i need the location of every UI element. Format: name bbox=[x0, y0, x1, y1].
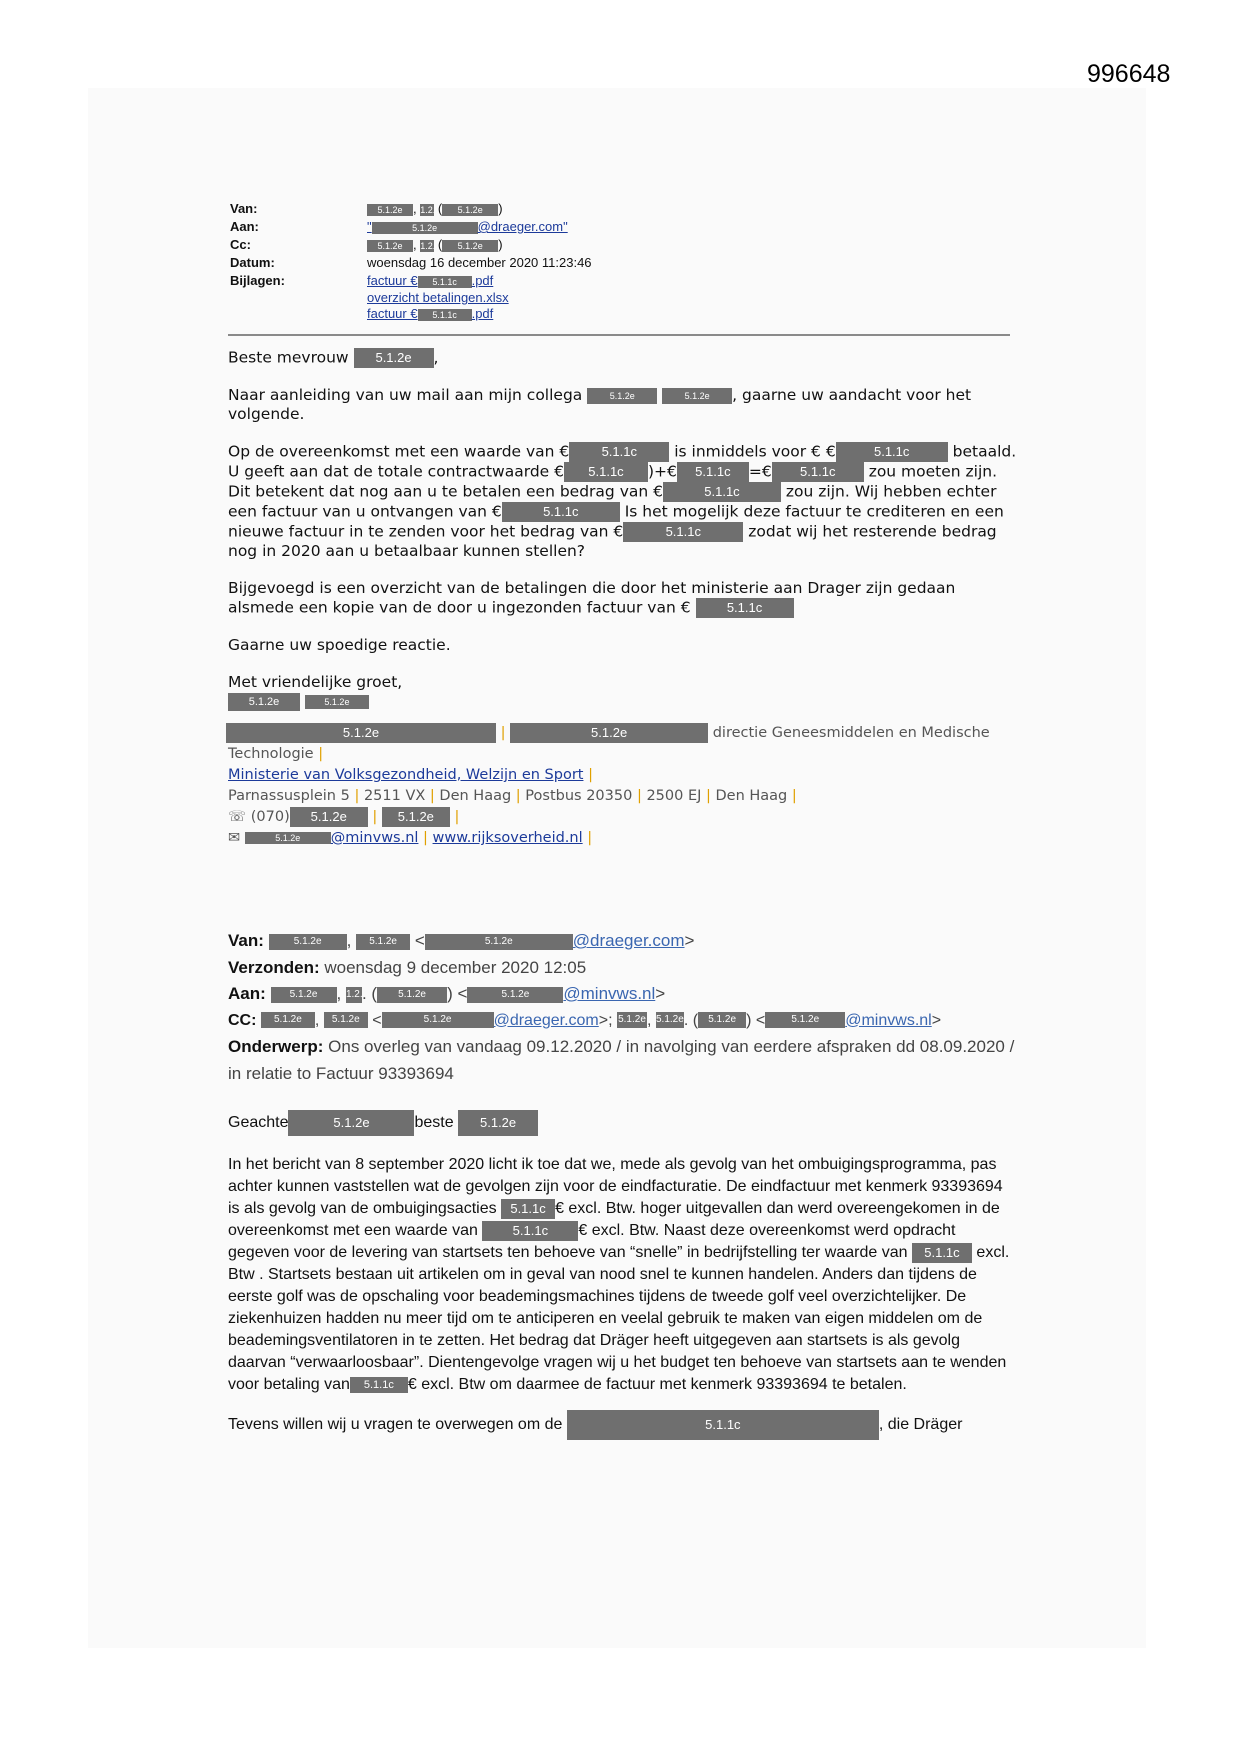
redaction: 5.1.2e bbox=[372, 222, 478, 234]
from-email-link[interactable]: @draeger.com bbox=[572, 931, 685, 950]
redaction: 5.1.2e bbox=[382, 807, 450, 827]
redaction: 5.1.2e bbox=[367, 204, 413, 216]
email-link[interactable]: 5.1.2e @minvws.nl bbox=[245, 830, 419, 846]
redaction: 5.1.2e bbox=[467, 987, 563, 1003]
redaction: 5.1.1c bbox=[350, 1377, 408, 1393]
redaction: 5.1.2e bbox=[382, 1012, 494, 1028]
attachments-label: Bijlagen: bbox=[230, 273, 285, 288]
redaction: 5.1.1c bbox=[502, 502, 620, 522]
paragraph: Bijgevoegd is een overzicht van de betalingen die door het ministerie aan Drager zijn gedaan alsmede een kopie van de door u ingezonden factuur van € 5.1.1c bbox=[228, 579, 956, 617]
redaction: 5.1.2e bbox=[288, 1110, 414, 1136]
redaction: 5.1.1c bbox=[696, 598, 794, 618]
header-divider bbox=[228, 334, 1010, 336]
quoted-greeting: Geachte 5.1.2e beste 5.1.2e bbox=[228, 1110, 1018, 1136]
redaction: 5.1.2e bbox=[425, 934, 573, 950]
from-label: Van: bbox=[230, 201, 258, 216]
redaction: 5.1.1c bbox=[418, 309, 472, 321]
signature-dept-line: 5.1.2e | 5.1.2e directie Geneesmiddelen en Medische Technologie | bbox=[228, 725, 990, 762]
redaction: 5.1.1c bbox=[677, 462, 749, 482]
cc-value: 5.1.2e , 1.2. ( 5.1.2e ) bbox=[367, 236, 503, 254]
redaction: 5.1.2e bbox=[656, 1012, 684, 1028]
redaction: 5.1.1c bbox=[772, 462, 864, 482]
redaction: 5.1.2e bbox=[245, 832, 331, 844]
redaction: 1.2. bbox=[420, 204, 436, 215]
redaction: 5.1.2e bbox=[305, 695, 369, 709]
quoted-email-header bbox=[228, 928, 1028, 1087]
redaction: 5.1.1c bbox=[912, 1243, 972, 1263]
redaction: 1.2. bbox=[346, 987, 362, 1003]
redaction: 5.1.2e bbox=[458, 1110, 538, 1136]
redaction: 5.1.2e bbox=[617, 1012, 647, 1028]
quoted-cc: CC: 5.1.2e , 5.1.2e < 5.1.2e @draeger.com>; 5.1.2e, 5.1.2e. ( 5.1.2e ) < 5.1.2e @minvws.nl> bbox=[228, 1011, 942, 1029]
signature-block bbox=[228, 723, 1028, 849]
paragraph: Naar aanleiding van uw mail aan mijn collega 5.1.2e 5.1.2e , gaarne uw aandacht voor het volgende. bbox=[228, 386, 972, 423]
redaction: 5.1.2e bbox=[587, 388, 657, 404]
from-value: 5.1.2e , 1.2. ( 5.1.2e ) bbox=[367, 200, 503, 218]
redaction: 5.1.2e bbox=[271, 987, 337, 1003]
redaction: 5.1.2e bbox=[269, 934, 347, 950]
signature-dept: directie Geneesmiddelen en Medische Technologie bbox=[228, 725, 990, 762]
redaction: 5.1.2e bbox=[698, 1012, 746, 1028]
redaction: 5.1.1c bbox=[623, 522, 743, 542]
document-number: 996648 bbox=[1087, 60, 1171, 88]
redaction: 5.1.1c bbox=[482, 1221, 578, 1241]
cc-email-link-2[interactable]: @minvws.nl bbox=[845, 1011, 932, 1029]
greeting: Beste mevrouw 5.1.2e , bbox=[228, 348, 439, 367]
redaction: 5.1.1c bbox=[418, 276, 472, 288]
cc-email-link-1[interactable]: @draeger.com bbox=[493, 1011, 599, 1029]
redaction: 5.1.2e bbox=[290, 807, 368, 827]
quoted-sent: Verzonden: woensdag 9 december 2020 12:05 bbox=[228, 957, 587, 977]
date-value: woensdag 16 december 2020 11:23:46 bbox=[367, 255, 592, 270]
paragraph: Tevens willen wij u vragen te overwegen om de 5.1.1c , die Dräger bbox=[228, 1410, 1018, 1440]
redaction: 5.1.2e bbox=[261, 1012, 315, 1028]
email-body-1 bbox=[228, 348, 1018, 711]
redaction: 5.1.2e bbox=[765, 1012, 845, 1028]
redaction: 5.1.1c bbox=[567, 1410, 879, 1440]
website-link[interactable]: www.rijksoverheid.nl bbox=[432, 830, 583, 846]
redaction: 5.1.2e bbox=[377, 987, 447, 1003]
mail-icon: ✉ bbox=[228, 830, 241, 846]
signature-phone-line: ☏ (070) 5.1.2e | 5.1.2e | bbox=[228, 809, 460, 825]
signature-ministry-line: Ministerie van Volksgezondheid, Welzijn en Sport | bbox=[228, 767, 593, 783]
to-email-link[interactable]: @minvws.nl bbox=[563, 984, 656, 1003]
redaction: 5.1.2e bbox=[354, 348, 434, 368]
quoted-to: Aan: 5.1.2e , 1.2.. ( 5.1.2e ) < 5.1.2e @minvws.nl> bbox=[228, 984, 666, 1003]
quoted-from: Van: 5.1.2e , 5.1.2e < 5.1.2e @draeger.com> bbox=[228, 931, 695, 950]
ministry-link[interactable]: Ministerie van Volksgezondheid, Welzijn en Sport bbox=[228, 767, 584, 783]
redaction: 5.1.2e bbox=[442, 240, 498, 252]
attachment-link-1[interactable]: factuur € 5.1.1c .pdf bbox=[367, 273, 494, 288]
redaction: 5.1.2e bbox=[510, 723, 708, 743]
to-label: Aan: bbox=[230, 219, 259, 234]
to-value[interactable]: " 5.1.2e @draeger.com" bbox=[367, 219, 568, 234]
redaction: 5.1.2e bbox=[356, 934, 410, 950]
cc-label: Cc: bbox=[230, 237, 251, 252]
redaction: 5.1.2e bbox=[367, 240, 413, 252]
attachment-link-2[interactable]: overzicht betalingen.xlsx bbox=[367, 290, 509, 305]
closing: Met vriendelijke groet, 5.1.2e 5.1.2e bbox=[228, 673, 1018, 711]
paragraph: In het bericht van 8 september 2020 licht ik toe dat we, mede als gevolg van het ombuigingsprogramma, pas achter kunnen vaststellen wat de gevolgen zijn voor de eindfacturatie. De eindfactuur met kenmerk 93393694 is als gevolg van de ombuigingsacties 5.1.1c € excl. Btw. hoger uitgevallen dan werd overeengekomen in de overeenkomst met een waarde van 5.1.1c € excl. Btw. Naast deze overeenkomst werd opdracht gegeven voor de levering van startsets ten behoeve van “snelle” in bedrijfstelling ter waarde van 5.1.1c excl. Btw . Startsets bestaan uit artikelen om in geval van nood snel te kunnen handelen. Anders dan tijdens de eerste golf was de opschaling voor beademingsmachines tijdens de tweede golf veel overzichtelijker. De ziekenhuizen hadden nu meer tijd om te anticiperen en veelal gebruik te maken van eigen middelen om de beademingsventilatoren in te zetten. Het bedrag dat Dräger heeft uitgegeven aan startsets is als gevolg daarvan “verwaarloosbaar”. Dientengevolge vragen wij u het budget ten behoeve van startsets aan te wenden voor betaling van 5.1.1c € excl. Btw om daarmee de factuur met kenmerk 93393694 te betalen. bbox=[228, 1156, 1010, 1393]
redaction: 5.1.1c bbox=[569, 442, 669, 462]
paragraph: Gaarne uw spoedige reactie. bbox=[228, 636, 451, 654]
redaction: 5.1.1c bbox=[501, 1199, 555, 1219]
signature-email-line: ✉ 5.1.2e @minvws.nl | www.rijksoverheid.nl | bbox=[228, 830, 593, 846]
attachment-link-3[interactable]: factuur € 5.1.1c .pdf bbox=[367, 306, 494, 321]
redaction: 5.1.2e bbox=[324, 1012, 368, 1028]
redaction: 5.1.1c bbox=[836, 442, 948, 462]
redaction: 5.1.1c bbox=[564, 462, 648, 482]
redaction: 5.1.2e bbox=[228, 693, 300, 711]
redaction: 5.1.2e bbox=[226, 723, 496, 743]
redaction: 5.1.1c bbox=[663, 482, 781, 502]
quoted-email-body bbox=[228, 1110, 1018, 1454]
redaction: 5.1.2e bbox=[662, 388, 732, 404]
signature-address-line: Parnassusplein 5 | 2511 VX | Den Haag | Postbus 20350 | 2500 EJ | Den Haag | bbox=[228, 788, 797, 804]
paragraph: Op de overeenkomst met een waarde van € 5.1.1c is inmiddels voor € € 5.1.1c betaald. U geeft aan dat de totale contractwaarde € 5.1.1c )+€ 5.1.1c =€ 5.1.1c zou moeten zijn. Dit betekent dat nog aan u te betalen een bedrag van € 5.1.1c zou zijn. Wij hebben echter een factuur van u ontvangen van € 5.1.1c Is het mogelijk deze factuur te crediteren en een nieuwe factuur in te zenden voor het bedrag van € 5.1.1c zodat wij het resterende bedrag nog in 2020 aan u betaalbaar kunnen stellen? bbox=[228, 442, 1017, 560]
date-label: Datum: bbox=[230, 255, 275, 270]
quoted-subject: Onderwerp: Ons overleg van vandaag 09.12.2020 / in navolging van eerdere afspraken dd 08.09.2020 / in relatie to Factuur 93393694 bbox=[228, 1037, 1015, 1083]
redaction: 5.1.2e bbox=[442, 204, 498, 216]
redaction: 1.2. bbox=[420, 240, 436, 251]
phone-icon: ☏ (070) bbox=[228, 809, 290, 825]
